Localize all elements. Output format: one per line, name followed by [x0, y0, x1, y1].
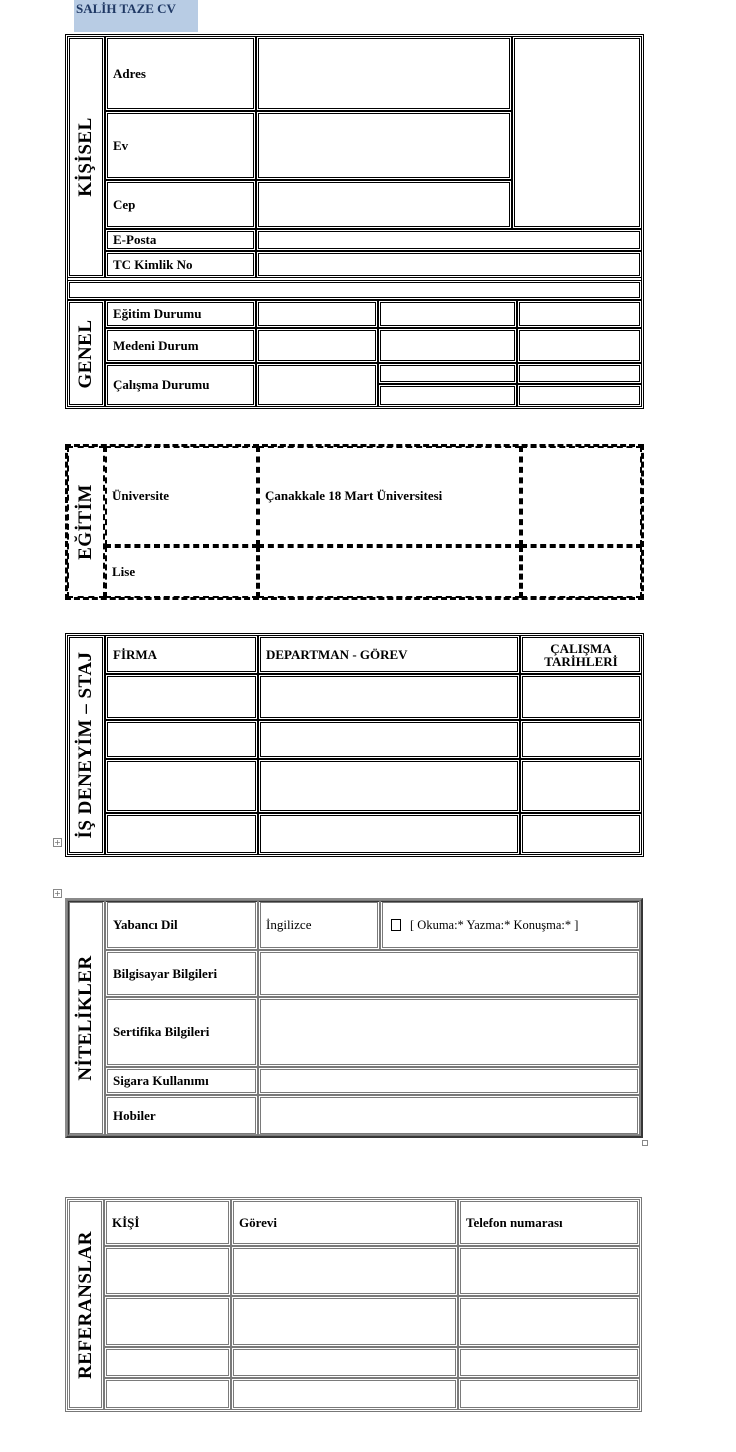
experience-row-3-dates[interactable]	[520, 759, 642, 813]
cv-title: SALİH TAZE CV	[74, 0, 198, 32]
employment-status-cell-1[interactable]	[256, 363, 378, 407]
col-person: KİŞİ	[104, 1199, 231, 1246]
experience-row-1-department[interactable]	[258, 674, 520, 720]
reference-row-1-phone[interactable]	[458, 1246, 640, 1296]
address-value[interactable]	[256, 36, 512, 111]
address-label: Adres	[105, 36, 256, 111]
references-section-text: REFERANSLAR	[74, 1230, 96, 1379]
smoking-label: Sigara Kullanımı	[105, 1067, 258, 1095]
experience-row-4-dates[interactable]	[520, 813, 642, 855]
marital-status-cell-1[interactable]	[256, 328, 378, 363]
high-school-value[interactable]	[258, 546, 521, 598]
reference-row-4-role[interactable]	[231, 1378, 458, 1410]
hobbies-label: Hobiler	[105, 1095, 258, 1136]
table-move-handle-icon[interactable]: +	[54, 889, 61, 898]
references-section-label	[67, 1199, 104, 1410]
email-label: E-Posta	[105, 229, 256, 251]
experience-row-3-department[interactable]	[258, 759, 520, 813]
language-label: Yabancı Dil	[105, 900, 258, 950]
employment-status-label: Çalışma Durumu	[105, 363, 256, 407]
smoking-value[interactable]	[258, 1067, 640, 1095]
employment-status-cell-3b[interactable]	[517, 384, 642, 407]
high-school-extra-cell[interactable]	[521, 546, 642, 598]
col-department: DEPARTMAN - GÖREV	[258, 635, 520, 674]
personal-section-text: KİŞİSEL	[75, 117, 96, 197]
employment-status-cell-2b[interactable]	[378, 384, 517, 407]
mobile-phone-label: Cep	[105, 180, 256, 229]
general-section-text: GENEL	[75, 318, 96, 389]
email-value[interactable]	[256, 229, 642, 251]
experience-row-2-department[interactable]	[258, 720, 520, 759]
col-company: FİRMA	[105, 635, 258, 674]
photo-cell[interactable]	[512, 36, 642, 229]
reference-row-1-role[interactable]	[231, 1246, 458, 1296]
mobile-phone-value[interactable]	[256, 180, 512, 229]
tc-id-value[interactable]	[256, 251, 642, 278]
experience-row-2-company[interactable]	[105, 720, 258, 759]
certificates-label: Sertifika Bilgileri	[105, 997, 258, 1067]
experience-row-1-dates[interactable]	[520, 674, 642, 720]
hobbies-value[interactable]	[258, 1095, 640, 1136]
employment-status-cell-2a[interactable]	[378, 363, 517, 384]
reference-row-2-role[interactable]	[231, 1296, 458, 1347]
university-extra-cell[interactable]	[521, 446, 642, 546]
tc-id-label: TC Kimlik No	[105, 251, 256, 278]
reference-row-2-person[interactable]	[104, 1296, 231, 1347]
university-value[interactable]: Çanakkale 18 Mart Üniversitesi	[258, 446, 521, 546]
col-dates: ÇALIŞMA TARİHLERİ	[520, 635, 642, 674]
computer-skills-label: Bilgisayar Bilgileri	[105, 950, 258, 997]
education-status-label: Eğitim Durumu	[105, 300, 256, 328]
marital-status-label: Medeni Durum	[105, 328, 256, 363]
separator-row	[67, 280, 642, 300]
reference-row-1-person[interactable]	[104, 1246, 231, 1296]
education-status-cell-2[interactable]	[378, 300, 517, 328]
experience-row-4-company[interactable]	[105, 813, 258, 855]
experience-section-text: İŞ DENEYİM – STAJ	[75, 651, 96, 839]
reference-row-3-phone[interactable]	[458, 1347, 640, 1378]
col-role: Görevi	[231, 1199, 458, 1246]
employment-status-cell-3a[interactable]	[517, 363, 642, 384]
personal-section-label	[67, 36, 105, 278]
qualifications-section-text: NİTELİKLER	[75, 955, 96, 1081]
qualifications-section-label	[67, 900, 105, 1136]
experience-section-label	[67, 635, 105, 855]
marital-status-cell-3[interactable]	[517, 328, 642, 363]
reference-row-3-role[interactable]	[231, 1347, 458, 1378]
education-section-label	[67, 446, 105, 598]
reference-row-4-phone[interactable]	[458, 1378, 640, 1410]
reference-row-2-phone[interactable]	[458, 1296, 640, 1347]
reference-row-4-person[interactable]	[104, 1378, 231, 1410]
home-phone-label: Ev	[105, 111, 256, 180]
table-resize-handle-icon[interactable]	[642, 1140, 648, 1146]
checkbox-icon[interactable]	[391, 919, 401, 931]
education-status-cell-1[interactable]	[256, 300, 378, 328]
experience-row-4-department[interactable]	[258, 813, 520, 855]
reference-row-3-person[interactable]	[104, 1347, 231, 1378]
university-label: Üniversite	[105, 446, 258, 546]
language-value[interactable]: İngilizce	[258, 900, 380, 950]
language-levels-cell[interactable]	[380, 900, 640, 950]
education-section-text: EĞİTİM	[75, 484, 96, 560]
general-section-label	[67, 300, 105, 407]
col-phone: Telefon numarası	[458, 1199, 640, 1246]
experience-row-3-company[interactable]	[105, 759, 258, 813]
home-phone-value[interactable]	[256, 111, 512, 180]
education-status-cell-3[interactable]	[517, 300, 642, 328]
marital-status-cell-2[interactable]	[378, 328, 517, 363]
experience-row-1-company[interactable]	[105, 674, 258, 720]
language-levels: [ Okuma:* Yazma:* Konuşma:* ]	[410, 917, 579, 932]
experience-row-2-dates[interactable]	[520, 720, 642, 759]
certificates-value[interactable]	[258, 997, 640, 1067]
table-move-handle-icon[interactable]: +	[54, 838, 61, 847]
high-school-label: Lise	[105, 546, 258, 598]
computer-skills-value[interactable]	[258, 950, 640, 997]
